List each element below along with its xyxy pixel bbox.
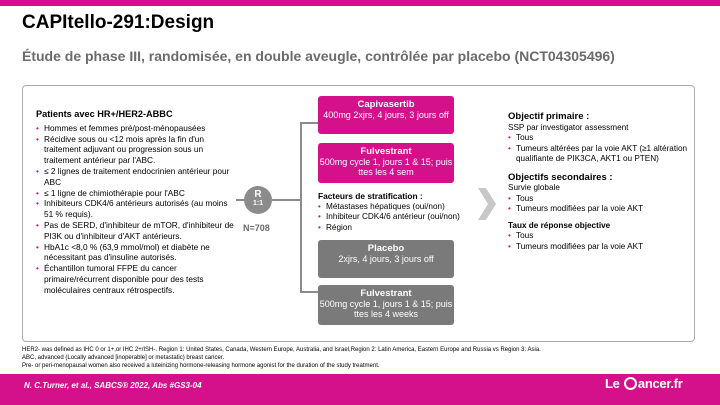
- citation: N. C.Turner, et al., SABCS® 2022, Abs #GS3-04: [24, 381, 202, 390]
- stratification-item: • Région: [318, 223, 478, 234]
- criteria-item: • Inhibiteurs CDK4/6 antérieurs autorisés (au moins 51 % requis).: [36, 198, 236, 220]
- arm-name: Fulvestrant: [360, 288, 412, 299]
- slide-title: CAPItello-291:Design: [22, 12, 215, 33]
- primary-heading: Objectif primaire :: [508, 111, 590, 122]
- arm-fulvestrant-2: [318, 285, 454, 325]
- criteria-item: • ≤ 2 lignes de traitement endocrinien antérieur pour ABC: [36, 166, 236, 188]
- stratification-list: [318, 202, 478, 234]
- stratification-item: • Métastases hépatiques (oui/non): [318, 202, 478, 213]
- stratification-heading: Facteurs de stratification :: [318, 191, 423, 201]
- arm-capivasertib: [318, 96, 454, 134]
- arm-name: Fulvestrant: [360, 146, 412, 157]
- secondary-heading: Objectifs secondaires :: [508, 171, 613, 183]
- brand-logo: [605, 376, 682, 391]
- criteria-item: • Pas de SERD, d'inhibiteur de mTOR, d'inhibiteur de PI3K ou d'inhibiteur d'AKT antérieurs.: [36, 220, 236, 242]
- criteria-item: • Échantillon tumoral FFPE du cancer primaire/récurrent disponible pour des tests moléculaires centraux rétrospectifs.: [36, 263, 236, 295]
- slide-subtitle: Étude de phase III, randomisée, en double aveugle, contrôlée par placebo (NCT04305496): [22, 48, 615, 64]
- arm-name: Capivasertib: [357, 99, 415, 110]
- arm-fulvestrant-1: [318, 143, 454, 183]
- top-accent-bar: [0, 0, 720, 6]
- patient-criteria-list: [36, 123, 236, 296]
- stratification-factors: [318, 191, 478, 233]
- primary-item: • Tumeurs altérées par la voie AKT (≥1 altération qualifiante de PIK3CA, AKT1 ou PTEN): [508, 144, 688, 165]
- randomization-ratio: 1:1: [252, 200, 264, 207]
- connector-vertical: [300, 122, 302, 292]
- secondary-item: • Tous: [508, 194, 688, 205]
- connector-arm-bottom: [300, 291, 318, 293]
- study-objectives: [508, 112, 688, 252]
- randomization-badge: [244, 186, 272, 214]
- response-item: • Tous: [508, 231, 688, 242]
- connector-left: [236, 199, 244, 201]
- secondary-label: Survie globale: [508, 183, 560, 192]
- criteria-item: • ≤ 1 ligne de chimiothérapie pour l'ABC: [36, 188, 236, 199]
- sample-size: N=708: [243, 223, 270, 233]
- connector-right: [272, 199, 300, 201]
- arm-detail: 500mg cycle 1, jours 1 & 15; puis ttes les 4 sem: [319, 157, 453, 177]
- patients-heading: Patients avec HR+/HER2-ABBC: [36, 109, 173, 119]
- arm-name: Placebo: [367, 243, 405, 254]
- patient-criteria: [36, 109, 236, 296]
- response-item: • Tumeurs modifiées par la voie AKT: [508, 242, 688, 253]
- logo-text: Le: [605, 376, 623, 391]
- primary-list: [508, 133, 688, 165]
- primary-item: • Tous: [508, 133, 688, 144]
- criteria-item: • Récidive sous ou <12 mois après la fin d'un traitement adjuvant ou progression sous un traitement antérieur par l'ABC.: [36, 134, 236, 166]
- randomization-letter: R: [254, 189, 262, 200]
- footnote: Pre- or peri-menopausal women also received a luteinizing hormone-releasing hormone agonist for the duration of the study treatment.: [22, 363, 380, 369]
- chevron-right-icon: [478, 188, 496, 220]
- footnote: ABC, advanced (Locally advanced [inoperable] or metastatic) breast cancer.: [22, 355, 225, 361]
- connector-arm-top: [300, 122, 318, 124]
- criteria-item: • HbA1c <8,0 % (63,9 mmol/mol) et diabète ne nécessitant pas d'insuline autorisés.: [36, 242, 236, 264]
- arm-placebo: [318, 240, 454, 278]
- stratification-item: • Inhibiteur CDK4/6 antérieur (oui/non): [318, 212, 478, 223]
- arm-detail: 2xjrs, 4 jours, 3 jours off: [338, 254, 434, 264]
- criteria-item: • Hommes et femmes pré/post-ménopausées: [36, 123, 236, 134]
- arm-detail: 500mg cycle 1, jours 1 & 15; puis ttes les 4 weeks: [319, 299, 453, 319]
- footnote: HER2- was defined as IHC 0 or 1+,or IHC 2+/ISH-. Region 1: United States, Canada, Western Europe, Australia, and Israel,Region 2: Latin America, Eastern Europe and Russia vs Region 3: Asia.: [22, 347, 541, 353]
- response-heading: Taux de réponse objective: [508, 220, 611, 230]
- secondary-list: [508, 194, 688, 215]
- primary-label: SSP par investigator assessment: [508, 122, 629, 132]
- secondary-item: • Tumeurs modifiées par la voie AKT: [508, 204, 688, 215]
- logo-c-icon: [624, 377, 637, 390]
- footnotes: [22, 346, 712, 370]
- logo-text: ancer.fr: [637, 376, 683, 391]
- response-list: [508, 231, 688, 252]
- arm-detail: 400mg 2xjrs, 4 jours, 3 jours off: [323, 110, 449, 120]
